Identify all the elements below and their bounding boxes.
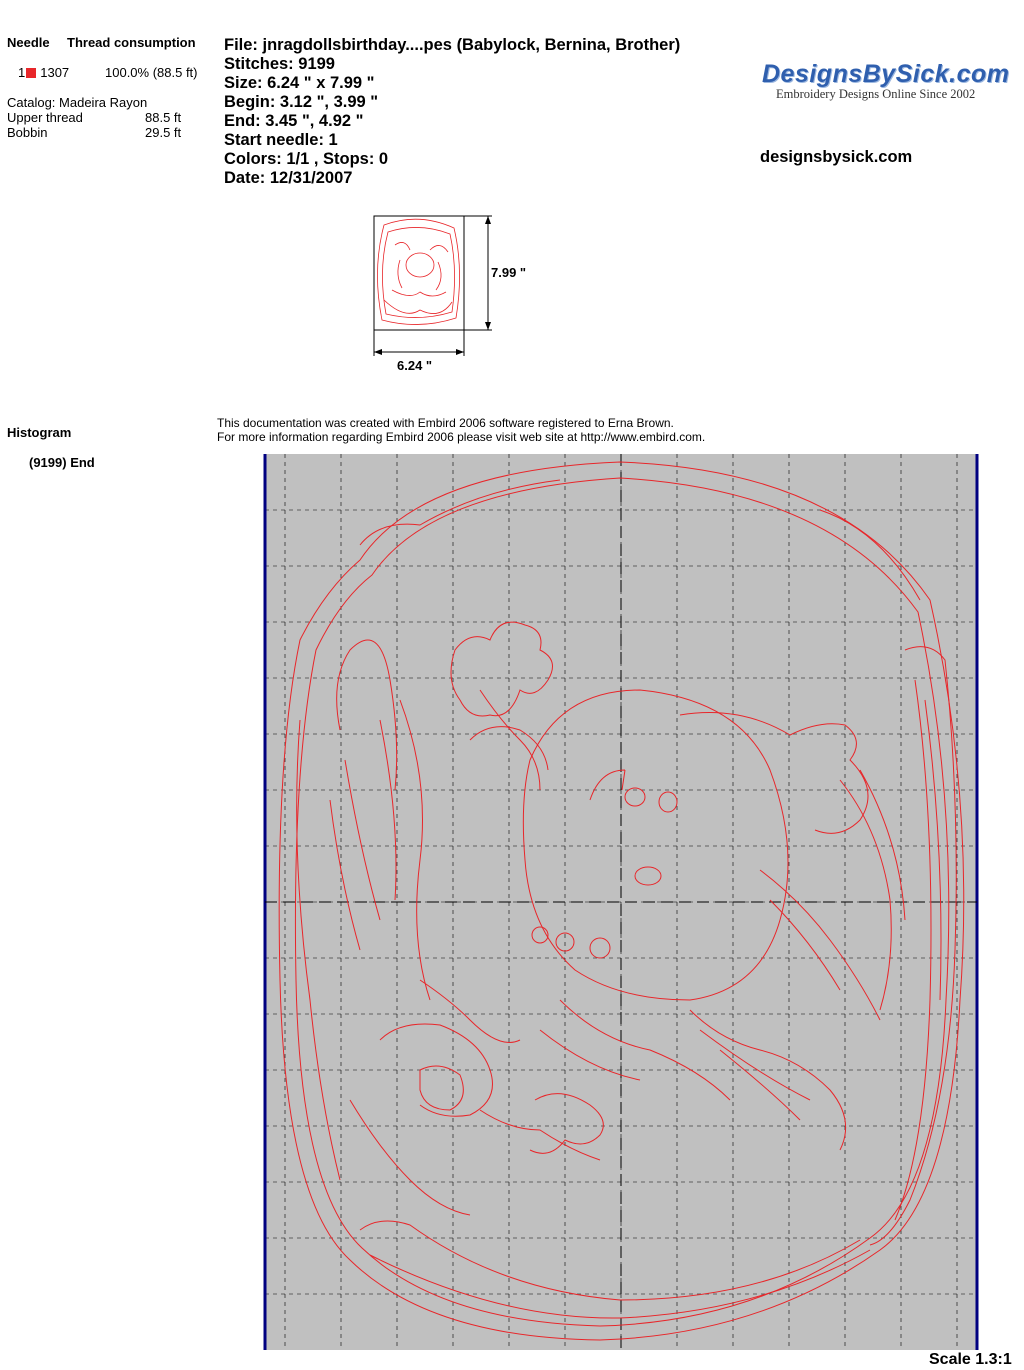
upper-thread-value: 88.5 ft	[145, 110, 182, 125]
needle-header: Needle	[7, 35, 50, 50]
thread-consumption-header: Thread consumption	[67, 35, 196, 50]
histogram-title: Histogram	[7, 425, 72, 440]
needle-number: 1	[18, 65, 26, 80]
design-date: Date: 12/31/2007	[224, 169, 353, 187]
histogram-entry: (9199) End	[29, 455, 95, 470]
preview-height-label: 7.99 "	[491, 265, 527, 280]
thread-consumption-value: 100.0% (88.5 ft)	[105, 65, 198, 80]
catalog-label: Catalog: Madeira Rayon	[7, 95, 148, 110]
bobbin-value: 29.5 ft	[145, 125, 182, 140]
scale-label: Scale 1.3:1	[929, 1351, 1012, 1368]
file-name: File: jnragdollsbirthday....pes (Babylock, Bernina, Brother)	[224, 36, 681, 54]
start-needle: Start needle: 1	[224, 131, 338, 149]
software-note-line2: For more information regarding Embird 2006 please visit web site at http://www.embird.com.	[217, 430, 706, 444]
end-position: End: 3.45 ", 4.92 "	[224, 112, 364, 130]
thread-code: 1307	[40, 65, 70, 80]
stitch-count: Stitches: 9199	[224, 55, 335, 73]
brand-tagline: Embroidery Designs Online Since 2002	[776, 87, 976, 101]
brand-website: designsbysick.com	[760, 148, 913, 166]
preview-width-label: 6.24 "	[397, 358, 433, 373]
begin-position: Begin: 3.12 ", 3.99 "	[224, 93, 379, 111]
brand-logo: DesignsBySick.com	[762, 60, 1010, 88]
bobbin-label: Bobbin	[7, 125, 48, 140]
design-size: Size: 6.24 " x 7.99 "	[224, 74, 375, 92]
colors-stops: Colors: 1/1 , Stops: 0	[224, 150, 389, 168]
software-note-line1: This documentation was created with Embird 2006 software registered to Erna Brown.	[217, 416, 674, 430]
upper-thread-label: Upper thread	[7, 110, 83, 125]
